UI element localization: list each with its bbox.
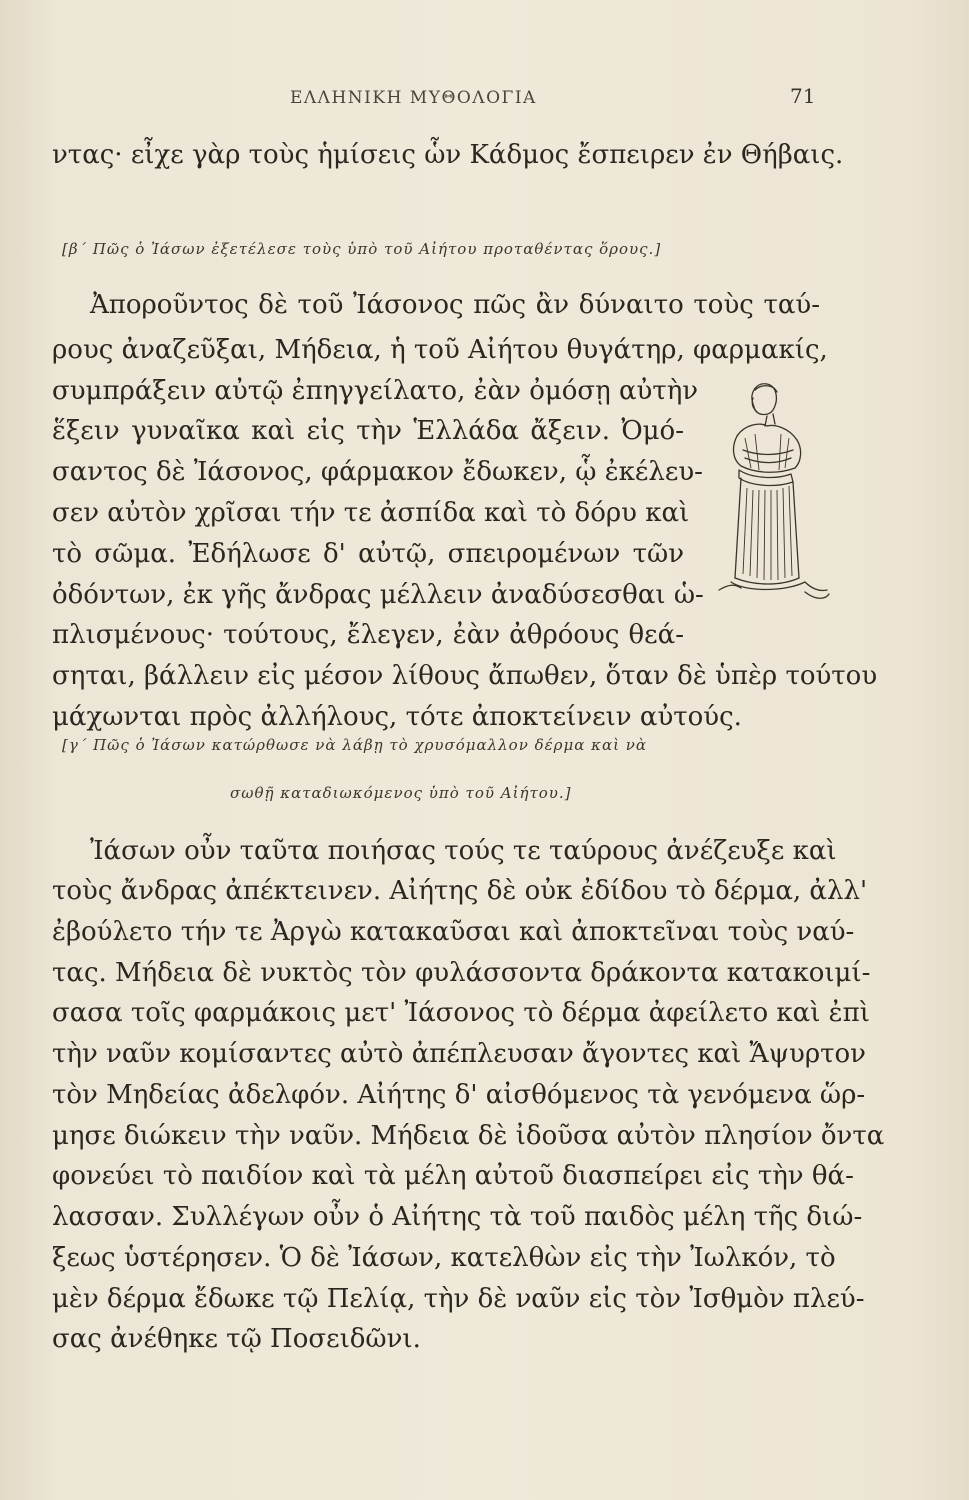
text-line: σηται, βάλλειν εἰς μέσον λίθους ἄπωθεν, ὅταν δὲ ὑπὲρ τούτου xyxy=(52,661,878,691)
text-line: συμπράξειν αὐτῷ ἐπηγγείλατο, ἐὰν ὀμόσῃ αὐτὴν xyxy=(52,376,699,406)
text-line: σασα τοῖς φαρμάκοις μετ' Ἰάσονος τὸ δέρμα ἀφείλετο καὶ ἐπὶ xyxy=(52,998,870,1028)
text-line: σας ἀνέθηκε τῷ Ποσειδῶνι. xyxy=(52,1324,421,1354)
section-c-heading-line2: σωθῇ καταδιωκόμενος ὑπὸ τοῦ Αἰήτου.] xyxy=(230,784,572,802)
section-b-heading: [β΄ Πῶς ὁ Ἰάσων ἐξετέλεσε τοὺς ὑπὸ τοῦ Αἰήτου προταθέντας ὅρους.] xyxy=(62,240,662,258)
text-line: μὲν δέρμα ἔδωκε τῷ Πελίᾳ, τὴν δὲ ναῦν εἰς τὸν Ἰσθμὸν πλεύ- xyxy=(52,1284,865,1314)
text-line: ἐβούλετο τήν τε Ἀργὼ κατακαῦσαι καὶ ἀποκτεῖναι τοὺς ναύ- xyxy=(52,917,855,947)
section-c-heading-line1: [γ΄ Πῶς ὁ Ἰάσων κατώρθωσε νὰ λάβῃ τὸ χρυσόμαλλον δέρμα καὶ νὰ xyxy=(62,736,647,754)
text-line: σεν αὐτὸν χρῖσαι τήν τε ἀσπίδα καὶ τὸ δόρυ καὶ xyxy=(52,498,690,528)
text-line: τοὺς ἄνδρας ἀπέκτεινεν. Αἰήτης δὲ οὐκ ἐδίδου τὸ δέρμα, ἀλλ' xyxy=(52,876,868,906)
text-line: λασσαν. Συλλέγων οὖν ὁ Αἰήτης τὰ τοῦ παιδὸς μέλη τῆς διώ- xyxy=(52,1202,863,1232)
text-line: φονεύει τὸ παιδίον καὶ τὰ μέλη αὐτοῦ διασπείρει εἰς τὴν θά- xyxy=(52,1161,854,1191)
text-line: τὸ σῶμα. Ἐδήλωσε δ' αὐτῷ, σπειρομένων τῶν xyxy=(52,539,684,569)
medea-figure-illustration xyxy=(705,378,830,618)
opening-line: ντας· εἶχε γὰρ τοὺς ἡμίσεις ὧν Κάδμος ἔσπειρεν ἐν Θήβαις. xyxy=(52,140,844,170)
text-line: ὀδόντων, ἐκ γῆς ἄνδρας μέλλειν ἀναδύσεσθαι ὡ- xyxy=(52,580,704,610)
page-number: 71 xyxy=(790,84,816,108)
text-line: τας. Μήδεια δὲ νυκτὸς τὸν φυλάσσοντα δράκοντα κατακοιμί- xyxy=(52,958,871,988)
text-line: πλισμένους· τούτους, ἔλεγεν, ἐὰν ἀθρόους θεά- xyxy=(52,620,684,650)
text-line: μησε διώκειν τὴν ναῦν. Μήδεια δὲ ἰδοῦσα αὐτὸν πλησίον ὄντα xyxy=(52,1121,885,1151)
text-line: μάχωνται πρὸς ἀλλήλους, τότε ἀποκτείνειν αὐτούς. xyxy=(52,702,742,732)
text-line: τὴν ναῦν κομίσαντες αὐτὸ ἀπέπλευσαν ἄγοντες καὶ Ἄψυρτον xyxy=(52,1039,866,1069)
text-line: ρους ἀναζεῦξαι, Μήδεια, ἡ τοῦ Αἰήτου θυγάτηρ, φαρμακίς, xyxy=(52,335,828,365)
text-line: τὸν Μηδείας ἀδελφόν. Αἰήτης δ' αἰσθόμενος τὰ γενόμενα ὥρ- xyxy=(52,1080,866,1110)
text-line: Ἰάσων οὖν ταῦτα ποιήσας τούς τε ταύρους ἀνέζευξε καὶ xyxy=(90,836,837,866)
text-line: Ἀποροῦντος δὲ τοῦ Ἰάσονος πῶς ἂν δύναιτο τοὺς ταύ- xyxy=(90,290,820,320)
text-line: ἕξειν γυναῖκα καὶ εἰς τὴν Ἑλλάδα ἄξειν. Ὀμό- xyxy=(52,416,684,446)
running-head: ΕΛΛΗΝΙΚΗ ΜΥΘΟΛΟΓΙΑ xyxy=(290,88,537,108)
text-line: ξεως ὑστέρησεν. Ὁ δὲ Ἰάσων, κατελθὼν εἰς τὴν Ἰωλκόν, τὸ xyxy=(52,1243,836,1273)
text-line: σαντος δὲ Ἰάσονος, φάρμακον ἔδωκεν, ᾧ ἐκέλευ- xyxy=(52,457,703,487)
